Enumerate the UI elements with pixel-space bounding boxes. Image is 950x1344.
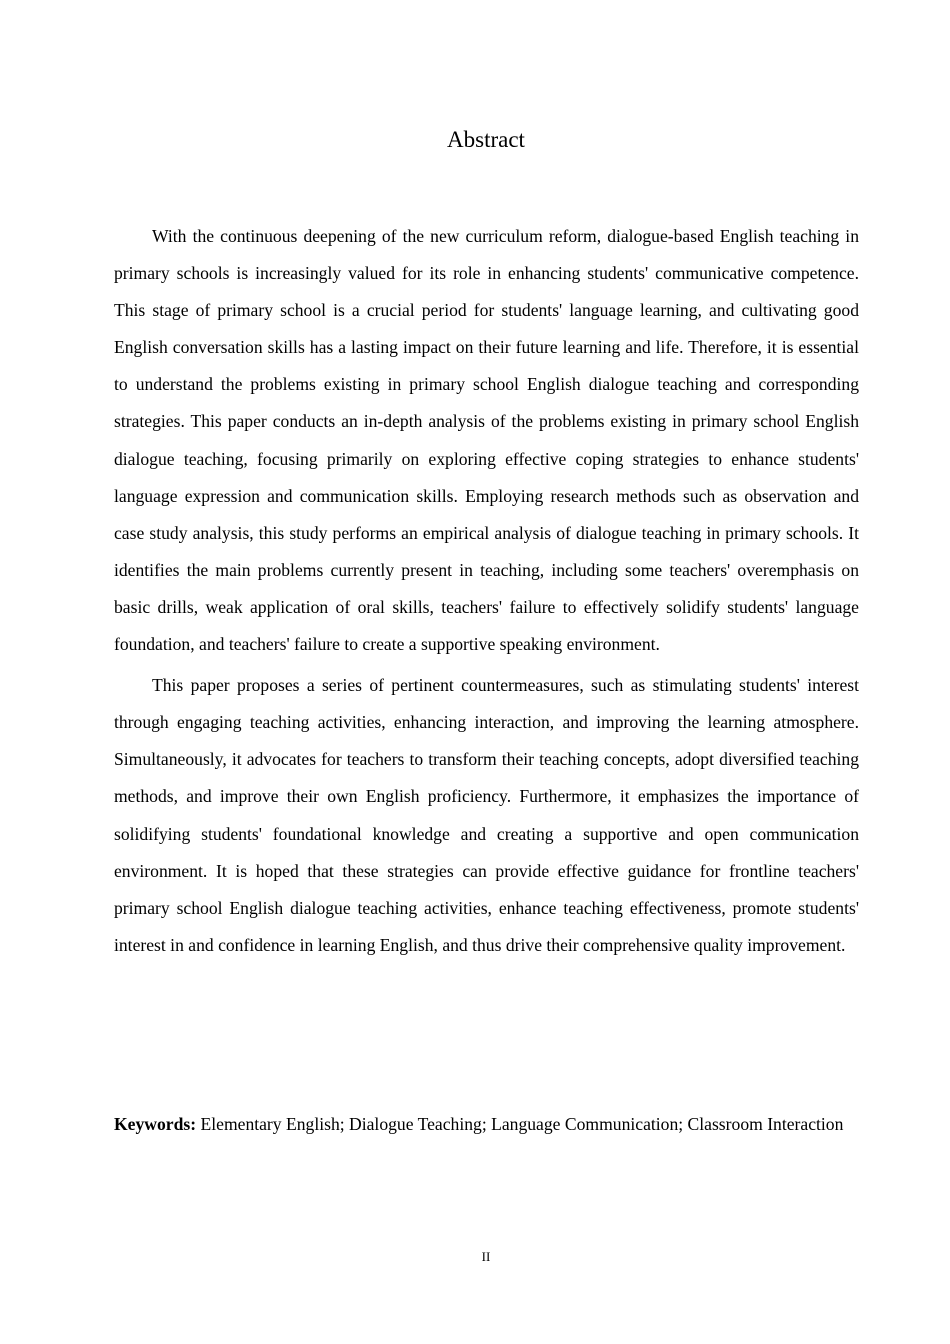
abstract-paragraph-2: This paper proposes a series of pertinent countermeasures, such as stimulating students' interest through engaging teaching activities, enhancing interaction, and improving the learning atmosphere. Simultaneously, it advocates for teachers to transform their teaching concepts, adopt diversified teaching methods, and improve their own English proficiency. Furthermore, it emphasizes the importance of solidifying students' foundational knowledge and creating a supportive and open communication environment. It is hoped that these strategies can provide effective guidance for frontline teachers' primary school English dialogue teaching activities, enhance teaching effectiveness, promote students' interest in and confidence in learning English, and thus drive their comprehensive quality improvement. xyxy=(114,675,859,955)
page-title: Abstract xyxy=(447,127,525,152)
page-number: II xyxy=(481,1249,491,1264)
keywords-label: Keywords: xyxy=(114,1114,197,1134)
keywords-line xyxy=(114,1112,859,1136)
abstract-body xyxy=(114,218,859,964)
keywords-text: Elementary English; Dialogue Teaching; Language Communication; Classroom Interaction xyxy=(200,1114,844,1134)
abstract-paragraph-1: With the continuous deepening of the new curriculum reform, dialogue-based English teaching in primary schools is increasingly valued for its role in enhancing students' communicative competence. This stage of primary school is a crucial period for students' language learning, and cultivating good English conversation skills has a lasting impact on their future learning and life. Therefore, it is essential to understand the problems existing in primary school English dialogue teaching and corresponding strategies. This paper conducts an in-depth analysis of the problems existing in primary school English dialogue teaching, focusing primarily on exploring effective coping strategies to enhance students' language expression and communication skills. Employing research methods such as observation and case study analysis, this study performs an empirical analysis of dialogue teaching in primary schools. It identifies the main problems currently present in teaching, including some teachers' overemphasis on basic drills, weak application of oral skills, teachers' failure to effectively solidify students' language foundation, and teachers' failure to create a supportive speaking environment. xyxy=(114,226,859,655)
